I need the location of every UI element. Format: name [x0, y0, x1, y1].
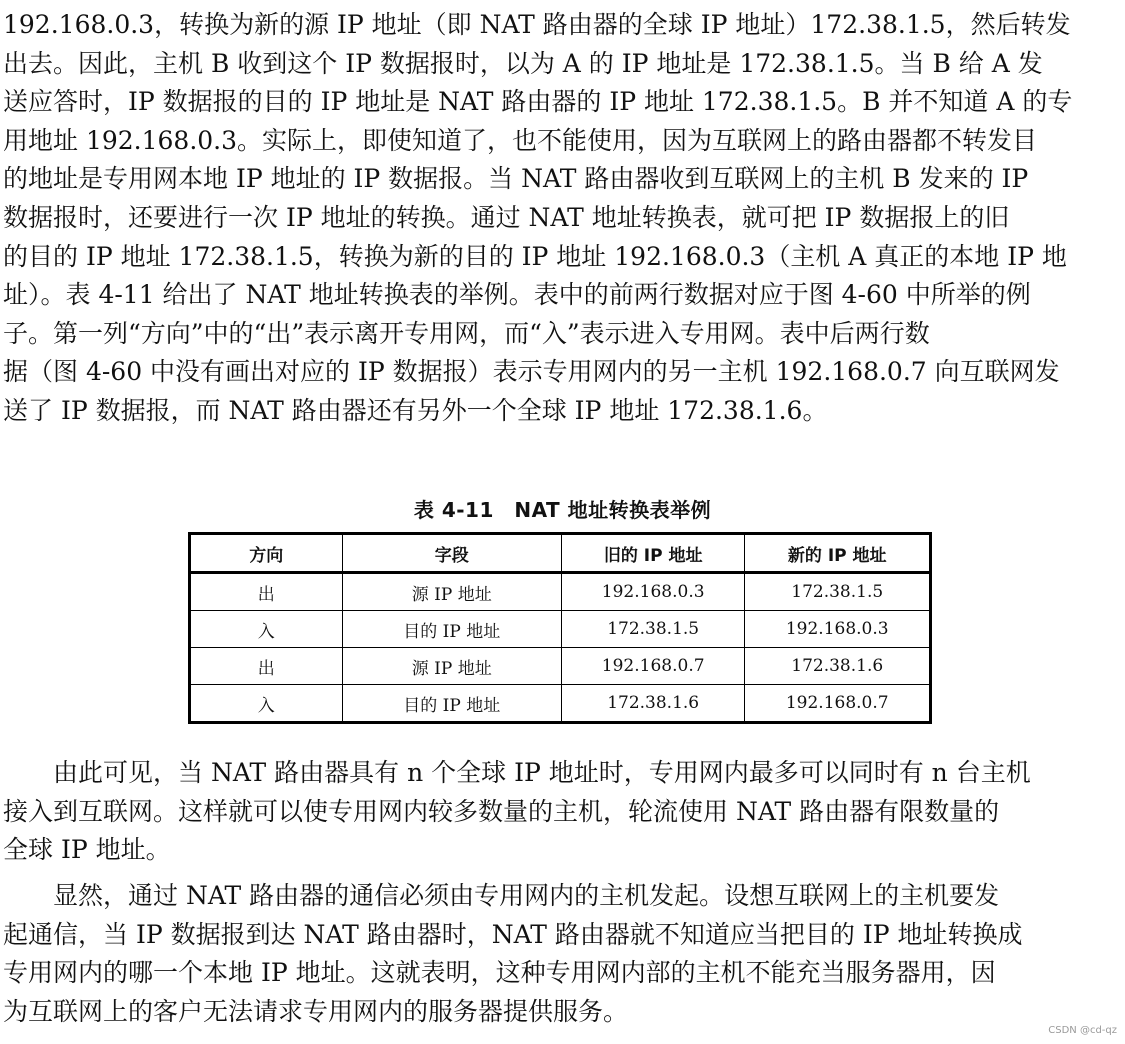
text-line: 全球 IP 地址。: [3, 835, 171, 865]
paragraph-n-global-addresses: [3, 754, 1123, 870]
header-field: 字段: [342, 534, 561, 573]
text-line: 送了 IP 数据报，而 NAT 路由器还有另外一个全球 IP 地址 172.38.1.6。: [3, 395, 828, 425]
cell-new-ip: 172.38.1.6: [745, 648, 931, 685]
text-line: 用地址 192.168.0.3。实际上，即使知道了，也不能使用，因为互联网上的路由器都不转发目: [3, 125, 1038, 155]
cell-old-ip: 192.168.0.3: [561, 573, 745, 611]
table-caption: 表 4-11 NAT 地址转换表举例: [413, 498, 712, 522]
cell-new-ip: 172.38.1.5: [745, 573, 931, 611]
text-line: 送应答时，IP 数据报的目的 IP 地址是 NAT 路由器的 IP 地址 172.38.1.5。B 并不知道 A 的专: [3, 87, 1073, 117]
text-line: 接入到互联网。这样就可以使专用网内较多数量的主机，轮流使用 NAT 路由器有限数量的: [3, 796, 1000, 826]
text-line: 显然，通过 NAT 路由器的通信必须由专用网内的主机发起。设想互联网上的主机要发: [3, 881, 1000, 910]
cell-old-ip: 172.38.1.5: [561, 611, 745, 648]
table-row: [190, 611, 931, 648]
text-line: 192.168.0.3，转换为新的源 IP 地址（即 NAT 路由器的全球 IP 地址）172.38.1.5，然后转发: [3, 10, 1071, 39]
cell-direction: 入: [190, 611, 343, 648]
paragraph-nat-translation: [3, 6, 1123, 431]
cell-direction: 出: [190, 648, 343, 685]
paragraph-communication-initiation: [3, 877, 1123, 1031]
text-line: 起通信，当 IP 数据报到达 NAT 路由器时，NAT 路由器就不知道应当把目的 IP 地址转换成: [3, 919, 1023, 949]
cell-direction: 出: [190, 573, 343, 611]
header-direction: 方向: [190, 534, 343, 573]
cell-old-ip: 192.168.0.7: [561, 648, 745, 685]
cell-field: 源 IP 地址: [342, 648, 561, 685]
cell-field: 目的 IP 地址: [342, 685, 561, 723]
cell-new-ip: 192.168.0.3: [745, 611, 931, 648]
text-line: 数据报时，还要进行一次 IP 地址的转换。通过 NAT 地址转换表，就可把 IP 数据报上的旧: [3, 202, 1010, 232]
cell-field: 目的 IP 地址: [342, 611, 561, 648]
text-line: 址）。表 4-11 给出了 NAT 地址转换表的举例。表中的前两行数据对应于图 4-60 中所举的例: [3, 280, 1031, 310]
header-new-ip: 新的 IP 地址: [745, 534, 931, 573]
table-row: [190, 685, 931, 723]
cell-old-ip: 172.38.1.6: [561, 685, 745, 723]
cell-field: 源 IP 地址: [342, 573, 561, 611]
watermark: CSDN @cd-qz: [1048, 1025, 1117, 1036]
header-old-ip: 旧的 IP 地址: [561, 534, 745, 573]
cell-new-ip: 192.168.0.7: [745, 685, 931, 723]
text-line: 专用网内的哪一个本地 IP 地址。这就表明，这种专用网内部的主机不能充当服务器用，因: [3, 958, 996, 988]
nat-translation-table: [188, 532, 932, 724]
text-line: 子。第一列“方向”中的“出”表示离开专用网，而“入”表示进入专用网。表中后两行数: [3, 318, 930, 348]
table-row: [190, 573, 931, 611]
text-line: 的目的 IP 地址 172.38.1.5，转换为新的目的 IP 地址 192.168.0.3（主机 A 真正的本地 IP 地: [3, 241, 1067, 271]
text-line: 的地址是专用网本地 IP 地址的 IP 数据报。当 NAT 路由器收到互联网上的主机 B 发来的 IP: [3, 164, 1029, 194]
text-line: 出去。因此，主机 B 收到这个 IP 数据报时，以为 A 的 IP 地址是 172.38.1.5。当 B 给 A 发: [3, 48, 1043, 78]
cell-direction: 入: [190, 685, 343, 723]
table-header-row: [190, 534, 931, 573]
text-line: 据（图 4-60 中没有画出对应的 IP 数据报）表示专用网内的另一主机 192.168.0.7 向互联网发: [3, 357, 1060, 387]
text-line: 为互联网上的客户无法请求专用网内的服务器提供服务。: [3, 996, 629, 1026]
text-line: 由此可见，当 NAT 路由器具有 n 个全球 IP 地址时，专用网内最多可以同时有 n 台主机: [3, 758, 1031, 787]
table-row: [190, 648, 931, 685]
